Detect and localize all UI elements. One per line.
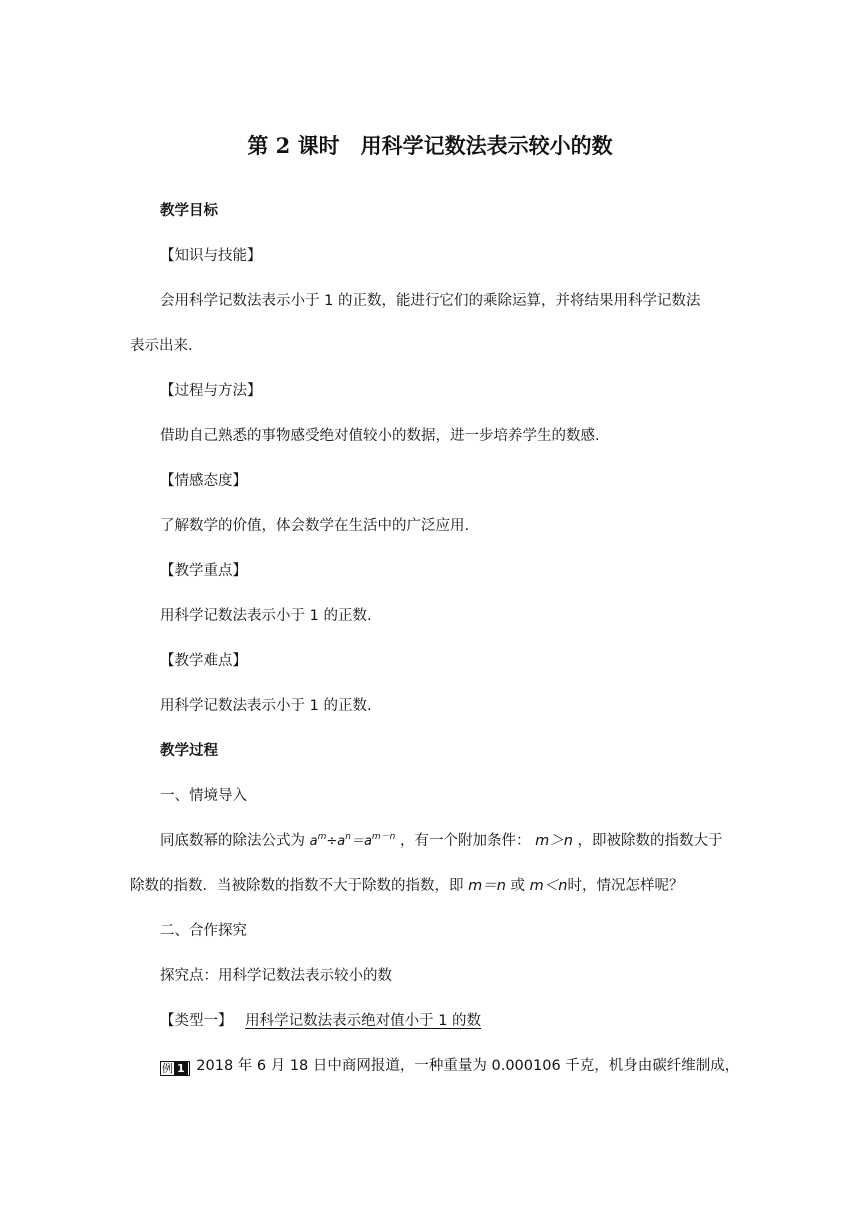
example-line — [160, 1057, 739, 1076]
key-point-heading: 【教学重点】 — [160, 563, 247, 579]
process-text: 借助自己熟悉的事物感受绝对值较小的数据，进一步培养学生的数感. — [160, 428, 600, 444]
emotion-heading: 【情感态度】 — [160, 473, 247, 489]
key-point-text: 用科学记数法表示小于 1 的正数. — [160, 608, 372, 624]
difficult-point-heading: 【教学难点】 — [160, 653, 247, 669]
example-number: 1 — [174, 1062, 188, 1075]
intro-text-e: 时，情况怎样呢？ — [567, 878, 684, 894]
intro-or: 或 — [510, 878, 526, 894]
type1-title: 用科学记数法表示绝对值小于 1 的数 — [245, 1013, 482, 1029]
knowledge-text-line2: 表示出来. — [130, 338, 193, 354]
intro-paragraph-line2 — [130, 877, 683, 895]
intro-text-b: ，有一个附加条件： — [400, 833, 531, 849]
process2-heading: 教学过程 — [160, 743, 218, 759]
type1-label: 【类型一】 — [160, 1013, 233, 1029]
knowledge-text-line1: 会用科学记数法表示小于 1 的正数，能进行它们的乘除运算，并将结果用科学记数法 — [160, 293, 701, 309]
intro-text-a: 同底数幂的除法公式为 — [160, 833, 305, 849]
knowledge-heading: 【知识与技能】 — [160, 248, 262, 264]
condition-formula: m＞n — [535, 833, 573, 849]
equal-formula: m＝n — [468, 878, 506, 894]
type1-line — [160, 1012, 481, 1030]
example-badge — [160, 1061, 190, 1076]
emotion-text: 了解数学的价值，体会数学在生活中的广泛应用. — [160, 518, 470, 534]
lesson-title: 第 2 课时 用科学记数法表示较小的数 — [247, 133, 613, 158]
explore-point: 探究点：用科学记数法表示较小的数 — [160, 968, 392, 984]
less-formula: m＜n — [529, 878, 568, 894]
section-intro-heading: 一、情境导入 — [160, 788, 247, 804]
intro-text-c: ，即被除数的指数大于 — [577, 833, 723, 849]
intro-text-d: 除数的指数．当被除数的指数不大于除数的指数，即 — [130, 878, 464, 894]
example-text: 2018 年 6 月 18 日中商网报道，一种重量为 0.000106 千克，机身由碳纤维制成， — [196, 1058, 740, 1074]
difficult-point-text: 用科学记数法表示小于 1 的正数. — [160, 698, 372, 714]
process-heading: 【过程与方法】 — [160, 383, 262, 399]
objectives-heading: 教学目标 — [160, 203, 218, 219]
example-badge-label: 例 — [162, 1062, 173, 1075]
division-formula: $a^m\div a^n=a^{m-n}$ — [309, 832, 396, 849]
section-explore-heading: 二、合作探究 — [160, 923, 247, 939]
intro-paragraph-line1 — [160, 832, 723, 851]
